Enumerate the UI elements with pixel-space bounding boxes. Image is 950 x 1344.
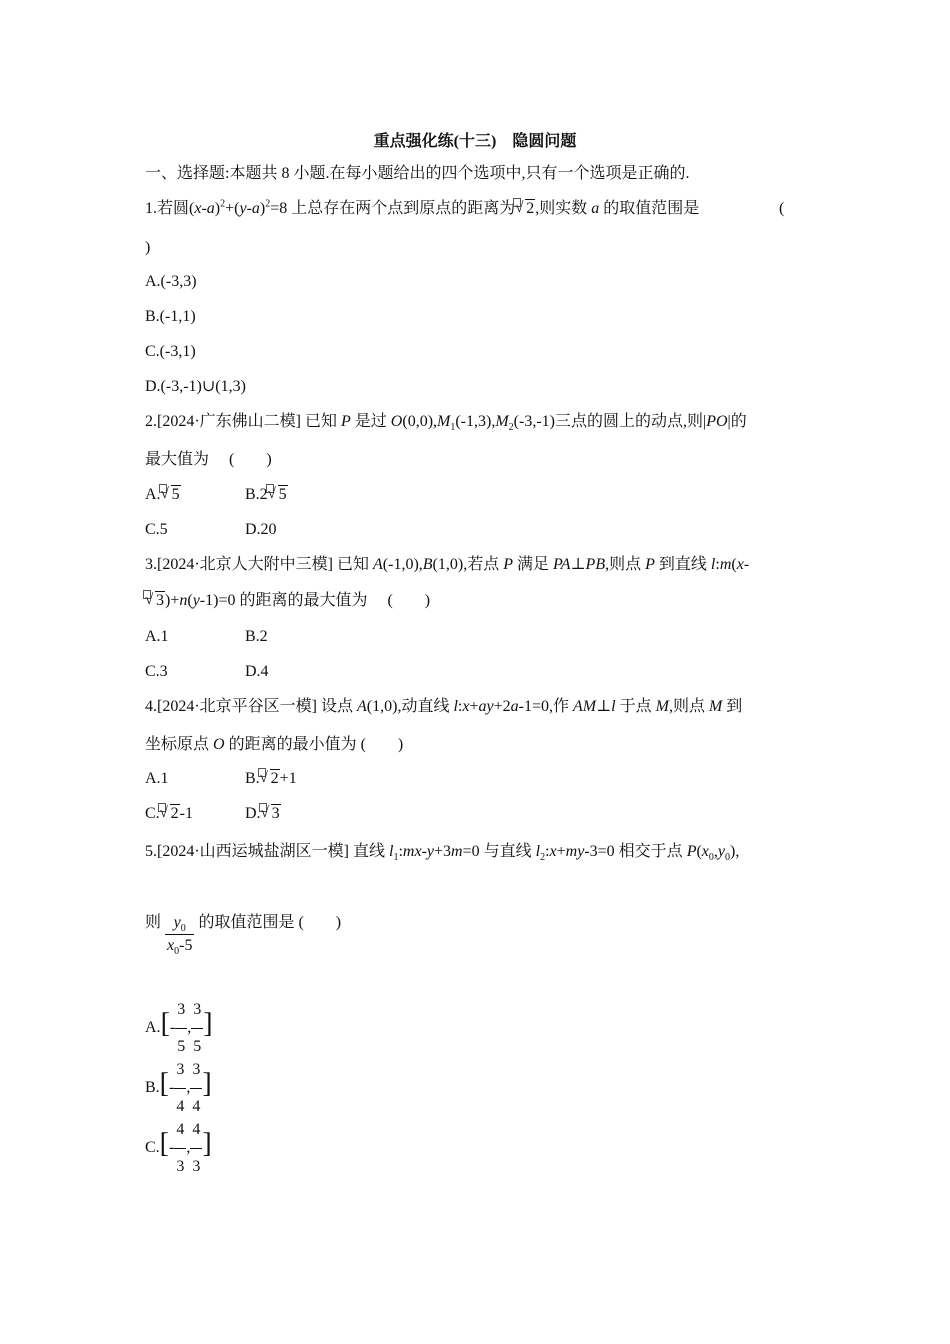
q1-option-d: D.(-3,-1)∪(1,3) [145, 378, 246, 395]
q2-option-c: C.5 [145, 521, 168, 538]
q2-option-b: B.2 √ 5 [245, 486, 287, 503]
q4-option-a: A.1 [145, 770, 169, 787]
q3-option-c: C.3 [145, 663, 168, 680]
question-3-line2: √ 3)+n(y-1)=0 的距离的最大值为 ( ) [145, 592, 431, 609]
question-2: 2.[2024·广东佛山二模] 已知 P 是过 $O(0,0),M_1(-1,3),M_2(-3,-1)$三点的圆上的动点,则|PO|的 [145, 413, 747, 434]
q3-option-a: A.1 [145, 628, 169, 645]
q3-option-d: D.4 [245, 663, 269, 680]
question-2-line2: 最大值为 ( ) [145, 451, 272, 468]
q1-option-a: A.(-3,3) [145, 273, 197, 290]
q1-option-b: B.(-1,1) [145, 308, 196, 325]
answer-paren-close: ) [145, 239, 151, 256]
q2-option-a: A. √ 5 [145, 486, 180, 503]
q2-option-d: D.20 [245, 521, 277, 538]
question-5-line2: 则 $\frac{y_0}{x_0-5}$ 的取值范围是 ( ) [145, 914, 342, 958]
question-4: 4.[2024·北京平谷区一模] 设点 A(1,0),动直线 l:x+ay+2a-1=0,作 AM⊥l 于点 M,则点 M 到 [145, 698, 743, 715]
q4-option-d: D. √ 3 [245, 805, 280, 822]
page-title: 重点强化练(十三) 隐圆问题 [373, 133, 577, 150]
q5-option-a: A.[- $\frac{3}{5}$ , $\frac{3}{5}$ ] [145, 992, 213, 1065]
q1-option-c: C.(-3,1) [145, 343, 196, 360]
q4-option-c: C. √ 2-1 [145, 805, 193, 822]
q4-option-b: B. √ 2+1 [245, 770, 297, 787]
question-3: 3.[2024·北京人大附中三模] 已知 A(-1,0),B(1,0),若点 P 满足 PA⊥PB,则点 P 到直线 l:m(x- [145, 556, 750, 573]
q3-option-b: B.2 [245, 628, 268, 645]
q5-option-b: B.[- $\frac{3}{4}$ , $\frac{3}{4}$ ] [145, 1052, 212, 1125]
question-5: 5.[2024·山西运城盐湖区一模] 直线 $l_1:mx-y+3m=0$ 与直线 $l_2:x+my-3=0$ 相交于点 $P(x_0,y_0)$, [145, 843, 740, 864]
sqrt-symbol: √ 2 [515, 200, 535, 217]
section-header: 一、选择题:本题共 8 小题.在每小题给出的四个选项中,只有一个选项是正确的. [145, 165, 690, 182]
question-4-line2: 坐标原点 O 的距离的最小值为 ( ) [145, 736, 404, 753]
question-1: 1.若圆$(x-a)^2+(y-a)^2=8$ 上总存在两个点到原点的距离为 √ 2,则实数 a 的取值范围是 [145, 198, 700, 217]
answer-paren-open: ( [779, 200, 785, 217]
q5-option-c: C.[- $\frac{4}{3}$ , $\frac{4}{3}$ ] [145, 1112, 212, 1185]
